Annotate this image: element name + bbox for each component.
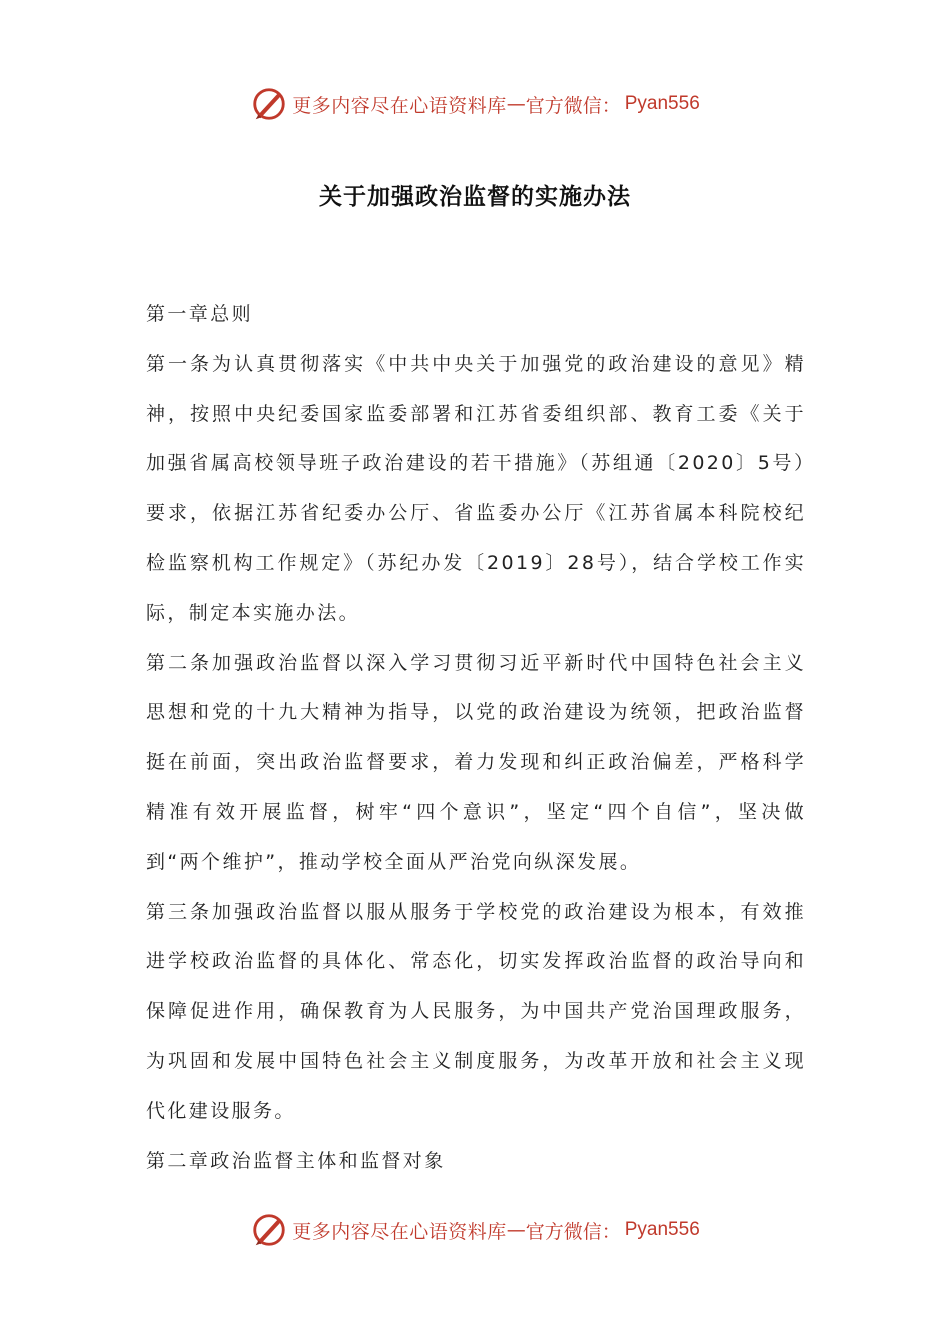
footer-banner [0, 1208, 950, 1252]
chapter-heading: 第一章总则 [146, 303, 254, 325]
article-paragraph: 第二条加强政治监督以深入学习贯彻习近平新时代中国特色社会主义思想和党的十九大精神为指导，以党的政治建设为统领，把政治监督挺在前面，突出政治监督要求，着力发现和纠正政治偏差，严格科学精准有效开展监督，树牢“四个意识”，坚定“四个自信”，坚决做到“两个维护”，推动学校全面从严治党向纵深发展。 [146, 651, 806, 873]
chapter-heading: 第二章政治监督主体和监督对象 [146, 1149, 446, 1172]
banner-text: 更多内容尽在心语资料库 [292, 94, 507, 117]
document-title: 关于加强政治监督的实施办法 [319, 184, 631, 210]
banner-label: 官方微信： [525, 94, 621, 117]
banner-separator: — [506, 93, 526, 115]
pen-logo-icon [250, 85, 288, 123]
header-banner [0, 82, 950, 126]
banner-separator: — [506, 1219, 526, 1241]
article-paragraph: 第三条加强政治监督以服从服务于学校党的政治建设为根本，有效推进学校政治监督的具体化、常态化，切实发挥政治监督的政治导向和保障促进作用，确保教育为人民服务，为中国共产党治国理政服务，为巩固和发展中国特色社会主义制度服务，为改革开放和社会主义现代化建设服务。 [146, 900, 806, 1122]
banner-wechat-id: Pyan556 [624, 93, 700, 114]
banner-label: 官方微信： [525, 1220, 621, 1243]
banner-wechat-id: Pyan556 [624, 1219, 700, 1240]
article-paragraph: 第一条为认真贯彻落实《中共中央关于加强党的政治建设的意见》精神，按照中央纪委国家监委部署和江苏省委组织部、教育工委《关于加强省属高校领导班子政治建设的若干措施》（苏组通〔2020〕5号）要求，依据江苏省纪委办公厅、省监委办公厅《江苏省属本科院校纪检监察机构工作规定》（苏纪办发〔2019〕28号），结合学校工作实际，制定本实施办法。 [146, 352, 806, 624]
document-body [146, 290, 806, 1186]
pen-logo-icon [250, 1211, 288, 1249]
banner-text: 更多内容尽在心语资料库 [292, 1220, 507, 1243]
